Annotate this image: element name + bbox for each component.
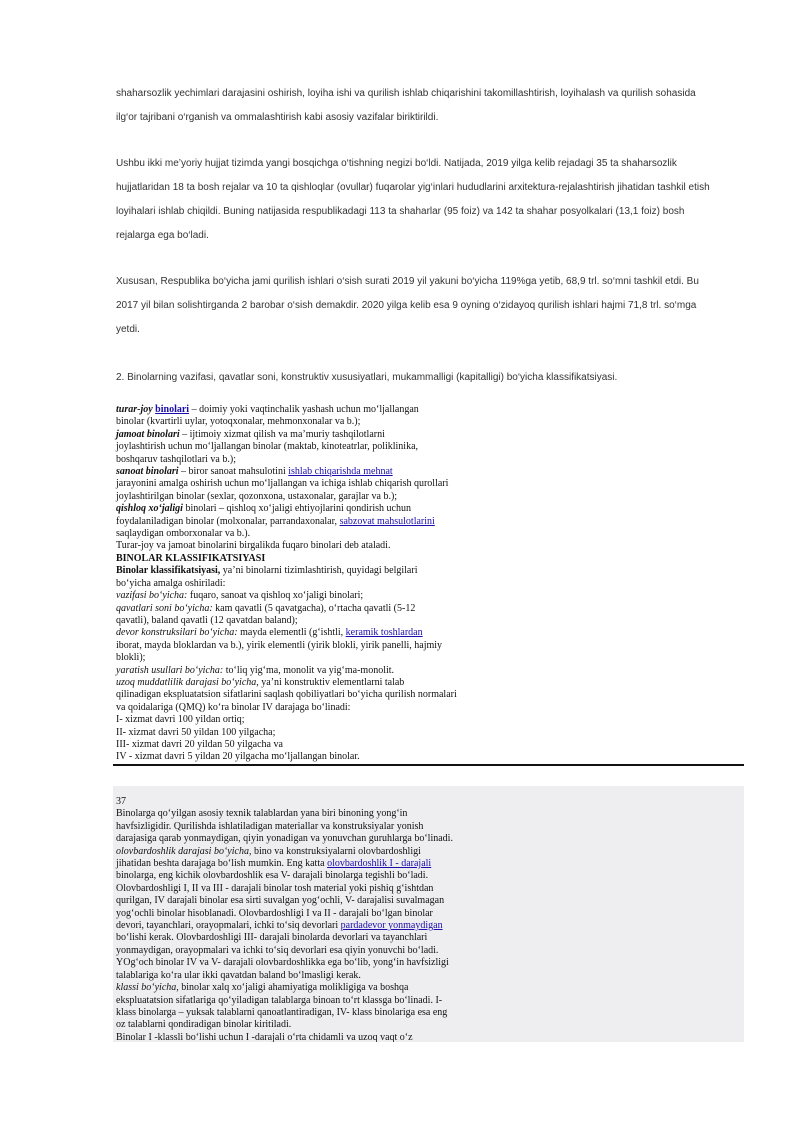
text-line — [116, 995, 744, 1007]
text-line — [116, 739, 744, 751]
paragraph-line: yetdi. — [116, 324, 140, 335]
text-segment: binolar xalq xo‘jaligi ahamiyatiga molikligiga va boshqa — [178, 982, 409, 994]
text-segment: bo‘lishi kerak. Olovbardoshligi III- darajali binolarda devorlari va tayanchlari — [116, 932, 428, 944]
text-line — [116, 1007, 744, 1019]
text-segment: ekspluatatsion sifatlariga qo‘yiladigan talablarga binoan to‘rt klassga bo‘linadi. I- — [116, 994, 443, 1006]
text-line — [116, 578, 744, 590]
text-line — [116, 833, 744, 845]
text-segment: joylashtirish uchun mo‘ljallangan binolar (maktab, kinoteatrlar, poliklinika, — [116, 441, 419, 453]
paragraph-line: ilg‘or tajribani o‘rganish va ommalashtirish kabi asosiy vazifalar biriktirildi. — [116, 112, 439, 123]
text-segment: – doimiy yoki vaqtinchalik yashash uchun mo‘ljallangan — [189, 404, 419, 415]
text-line — [116, 404, 744, 416]
text-segment: yog‘ochli binolar hisoblanadi. Olovbardoshligi I va II - darajali bo‘lgan binolar — [116, 907, 433, 919]
inline-link[interactable]: olovbardoshlik I - darajali — [327, 858, 432, 870]
paragraph-results — [116, 152, 744, 248]
text-segment: Olovbardoshligi I, II va III - darajali binolar tosh material yoki pishiq g‘ishtdan — [116, 882, 434, 894]
text-line — [116, 553, 744, 565]
paragraph-line: shaharsozlik yechimlari darajasini oshirish, loyiha ishi va qurilish ishlab chiqarishini takomillashtirish, loyihalash va qurilish sohasida — [116, 88, 696, 99]
inline-link[interactable]: keramik toshlardan — [345, 627, 423, 639]
text-segment: binolar (kvartirli uylar, yotoqxonalar, mehmonxonalar va b.); — [116, 416, 361, 428]
text-segment: Binolar I -klassli bo‘lishi uchun I -darajali o‘rta chidamli va uzoq vaqt o‘z — [116, 1031, 413, 1042]
text-segment: talablariga ko‘ra ular ikki qavatdan baland bo‘lmasligi kerak. — [116, 969, 361, 981]
text-segment: III- xizmat davri 20 yildan 50 yilgacha va — [116, 738, 283, 750]
text-segment: joylashtirilgan binolar (sexlar, qozonxona, ustaxonalar, garajlar va b.); — [116, 490, 398, 502]
paragraph-tasks — [116, 82, 744, 130]
inline-link[interactable]: pardadevor yonmaydigan — [340, 920, 443, 932]
text-segment: Turar-joy va jamoat binolarini birgalikda fuqaro binolari deb ataladi. — [116, 540, 391, 552]
text-segment: fuqaro, sanoat va qishloq xo‘jaligi binolari; — [187, 590, 364, 602]
section-heading: 2. Binolarning vazifasi, qavatlar soni, konstruktiv xususiyatlari, mukammalligi (kapitalligi) bo‘yicha klassifikatsiyasi. — [116, 372, 618, 383]
text-segment: jarayonini amalga oshirish uchun mo‘ljallangan va ichiga ishlab chiqarish qurollari — [116, 478, 449, 490]
text-segment: – biror sanoat mahsulotini — [178, 466, 289, 478]
text-segment: qavatli), baland qavatli (12 qavatdan baland); — [116, 614, 298, 626]
text-segment: IV - xizmat davri 5 yildan 20 yilgacha mo‘ljallangan binolar. — [116, 751, 360, 763]
text-segment: I- xizmat davri 100 yildan ortiq; — [116, 714, 245, 726]
text-segment: to‘liq yig‘ma, monolit va yig‘ma-monolit. — [223, 664, 395, 676]
text-line — [116, 895, 744, 907]
emphasized-text: qishloq xo‘jaligi — [116, 503, 183, 515]
text-line — [116, 689, 744, 701]
emphasized-text: olovbardoshlik darajasi bo‘yicha, — [116, 845, 252, 857]
text-segment: 37 — [116, 796, 126, 807]
emphasized-text: devor konstruksilari bo‘yicha: — [116, 627, 238, 639]
text-line — [116, 908, 744, 920]
text-line — [116, 982, 744, 994]
text-line — [116, 702, 744, 714]
text-line — [116, 808, 744, 820]
text-line — [116, 665, 744, 677]
text-line — [116, 796, 744, 808]
text-segment: – ijtimoiy xizmat qilish va ma’muriy tashqilotlarni — [179, 428, 385, 440]
text-line — [116, 1019, 744, 1031]
text-line — [116, 590, 744, 602]
text-line — [116, 466, 744, 478]
text-line — [116, 640, 744, 652]
article-top-text — [116, 82, 744, 342]
text-segment: bino va konstruksiyalarni olovbardoshligi — [251, 845, 421, 857]
text-line — [116, 540, 744, 552]
text-segment: devori, tayanchlari, orayopmalari, ichki to‘siq devorlari — [116, 920, 341, 932]
text-line — [116, 714, 744, 726]
text-segment: jihatidan beshta darajaga bo‘lish mumkin. Eng katta — [116, 858, 328, 870]
paragraph-line: rejalarga ega bo‘ladi. — [116, 230, 209, 241]
text-line — [116, 945, 744, 957]
text-segment: darajasiga qarab yonmaydigan, qiyin yonadigan va yonuvchan guruhlarga bo‘linadi. — [116, 833, 453, 845]
text-line — [116, 727, 744, 739]
text-line — [116, 957, 744, 969]
text-segment: ya’ni konstruktiv elementlarni talab — [258, 676, 405, 688]
emphasized-text: qavatlari soni bo‘yicha: — [116, 602, 213, 614]
text-line — [116, 920, 744, 932]
emphasized-text: uzoq muddatlilik darajasi bo‘yicha, — [116, 676, 259, 688]
paragraph-line: 2017 yil bilan solishtirganda 2 barobar o‘sish demakdir. 2020 yilga kelib esa 9 oyning o‘zidayoq qurilish ishlari hajmi 71,8 trl. so‘mga — [116, 300, 697, 311]
text-segment: ya’ni binolarni tizimlashtirish, quyidagi belgilari — [220, 565, 418, 577]
text-segment: mayda elementli (g‘ishtli, — [237, 627, 346, 639]
text-segment: YOg‘och binolar IV va V- darajali olovbardoshlikka ega bo‘lib, yong‘in havfsizligi — [116, 957, 449, 969]
text-line — [116, 491, 744, 503]
emphasized-text: turar-joy — [116, 404, 156, 415]
text-line — [116, 846, 744, 858]
text-line — [116, 627, 744, 639]
text-line — [116, 883, 744, 895]
text-segment: Binolarga qo‘yilgan asosiy texnik talablardan yana biri binoning yong‘in — [116, 808, 408, 820]
text-segment: oz talablarni qondiradigan binolar kiritiladi. — [116, 1019, 292, 1031]
text-line — [116, 1032, 744, 1042]
paragraph-line: Xususan, Respublika bo‘yicha jami qurilish ishlari o‘sish surati 2019 yil yakuni bo‘yicha 119%ga yetib, 68,9 trl. so‘mni tashkil etdi. Bu — [116, 276, 699, 287]
text-segment: kam qavatli (5 qavatgacha), o‘rtacha qavatli (5-12 — [212, 602, 416, 614]
text-segment: havfsizligidir. Qurilishda ishlatiladigan materiallar va konstruksiyalar yonish — [116, 820, 424, 832]
text-line — [116, 416, 744, 428]
emphasized-text: klassi bo‘yicha, — [116, 982, 179, 994]
inline-link[interactable]: sabzovat mahsulotlarini — [339, 515, 435, 527]
text-segment: bo‘yicha amalga oshiriladi: — [116, 577, 226, 589]
text-line — [116, 870, 744, 882]
text-segment: saqlaydigan omborxonalar va b.). — [116, 528, 251, 540]
text-line — [116, 751, 744, 763]
text-segment: blokli); — [116, 652, 146, 664]
inline-link[interactable]: ishlab chiqarishda mehnat — [288, 466, 393, 478]
text-segment: II- xizmat davri 50 yildan 100 yilgacha; — [116, 726, 276, 738]
text-segment: va qoidalariga (QMQ) ko‘ra binolar IV darajaga bo‘linadi: — [116, 701, 351, 713]
text-line — [116, 821, 744, 833]
inline-link[interactable]: binolari — [155, 404, 190, 415]
text-line — [116, 603, 744, 615]
horizontal-divider — [113, 764, 744, 766]
fire-safety-text-block — [113, 786, 744, 1042]
text-line — [116, 652, 744, 664]
text-line — [116, 478, 744, 490]
text-segment: klass binolarga – yuksak talablarni qanoatlantiradigan, IV- klass binolariga esa eng — [116, 1006, 448, 1018]
paragraph-growth — [116, 270, 744, 342]
text-line — [116, 615, 744, 627]
paragraph-line: hujjatlaridan 18 ta bosh rejalar va 10 ta qishloqlar (ovullar) fuqarolar yig‘inlari hududlarini arxitektura-rejalashtirish jihatidan tashkil etish — [116, 182, 710, 193]
text-line — [116, 429, 744, 441]
text-line — [116, 454, 744, 466]
text-segment: qilinadigan ekspluatatsion sifatlarini saqlash qobiliyatlari bo‘yicha qurilish normalari — [116, 689, 457, 701]
classification-text-block — [116, 404, 744, 764]
text-line — [116, 565, 744, 577]
text-segment: yonmaydigan, orayopmalari va ichki to‘siq devorlari esa qiyin yonuvchi bo‘ladi. — [116, 944, 439, 956]
text-segment: foydalaniladigan binolar (molxonalar, parrandaxonalar, — [116, 515, 340, 527]
text-line — [116, 503, 744, 515]
emphasized-text: jamoat binolari — [116, 428, 180, 440]
text-segment: binolari – qishloq xo‘jaligi ehtiyojlarini qondirish uchun — [182, 503, 411, 515]
paragraph-line: loyihalari ishlab chiqildi. Buning natijasida respublikadagi 113 ta shaharlar (95 foiz) va 142 ta shahar posyolkalari (13,1 foiz) bosh — [116, 206, 685, 217]
emphasized-text: vazifasi bo‘yicha: — [116, 590, 188, 602]
text-line — [116, 516, 744, 528]
text-segment: qurilgan, IV darajali binolar esa sirti suvalgan yog‘ochli, V- darajalisi suvalmagan — [116, 895, 445, 907]
text-line — [116, 970, 744, 982]
text-line — [116, 858, 744, 870]
text-segment: binolarga, eng kichik olovbardoshlik esa V- darajali binolarga tegishli bo‘ladi. — [116, 870, 429, 882]
emphasized-text: BINOLAR KLASSIFIKATSIYASI — [116, 552, 266, 564]
text-segment: iborat, mayda bloklardan va b.), yirik elementli (yirik blokli, yirik panelli, hajmiy — [116, 639, 443, 651]
paragraph-line: Ushbu ikki me’yoriy hujjat tizimda yangi bosqichga o‘tishning negizi bo‘ldi. Natijada, 2019 yilga kelib rejadagi 35 ta shaharsozlik — [116, 158, 677, 169]
text-line — [116, 441, 744, 453]
text-line — [116, 528, 744, 540]
text-line — [116, 932, 744, 944]
emphasized-text: sanoat binolari — [116, 466, 179, 478]
emphasized-text: Binolar klassifikatsiyasi, — [116, 565, 221, 577]
emphasized-text: yaratish usullari bo‘yicha: — [116, 664, 224, 676]
text-segment: boshqaruv tashqilotlari va b.); — [116, 453, 236, 465]
text-line — [116, 677, 744, 689]
